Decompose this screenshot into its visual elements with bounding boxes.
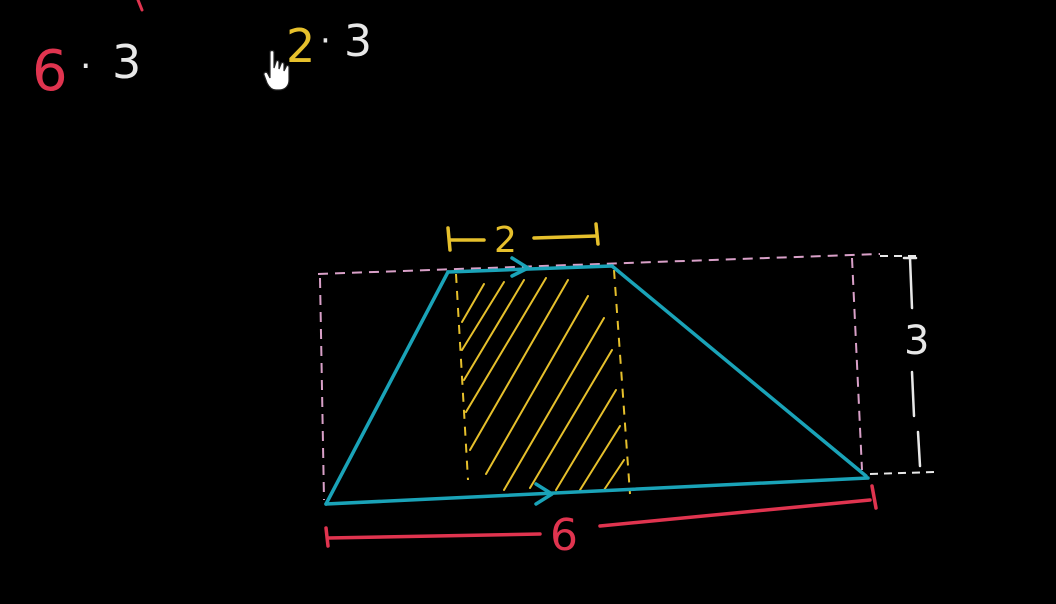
middle-rect-right-edge	[614, 270, 630, 494]
expression-left-first: 6	[32, 39, 68, 104]
top-width-label: 2	[494, 220, 517, 261]
height-label: 3	[904, 318, 930, 364]
expression-right-dot: ·	[320, 21, 331, 61]
expression-two-times-three	[286, 16, 372, 73]
middle-rectangle-hatched	[456, 270, 630, 494]
expression-left-dot: ·	[80, 46, 92, 87]
trapezoid-bottom-edge	[326, 478, 868, 504]
trapezoid-outline	[326, 258, 868, 504]
bounding-rect-left	[320, 278, 324, 500]
hatch-lines	[462, 278, 624, 490]
trapezoid-left-edge	[326, 272, 448, 504]
height-guide-lines	[870, 256, 934, 474]
bottom-width-marker	[326, 486, 876, 546]
bounding-rect-top	[318, 254, 880, 274]
top-width-marker	[448, 224, 598, 250]
expression-right-second: 3	[344, 16, 372, 67]
bounding-rectangle-dashed	[318, 254, 880, 500]
expression-six-times-three	[32, 35, 141, 104]
bottom-width-label: 6	[550, 510, 578, 561]
red-stroke-fragment	[138, 0, 142, 10]
expression-right-first: 2	[286, 19, 316, 73]
expression-left-second: 3	[112, 35, 142, 89]
trapezoid-right-edge-retrace	[616, 270, 860, 470]
bounding-rect-right	[852, 258, 862, 470]
